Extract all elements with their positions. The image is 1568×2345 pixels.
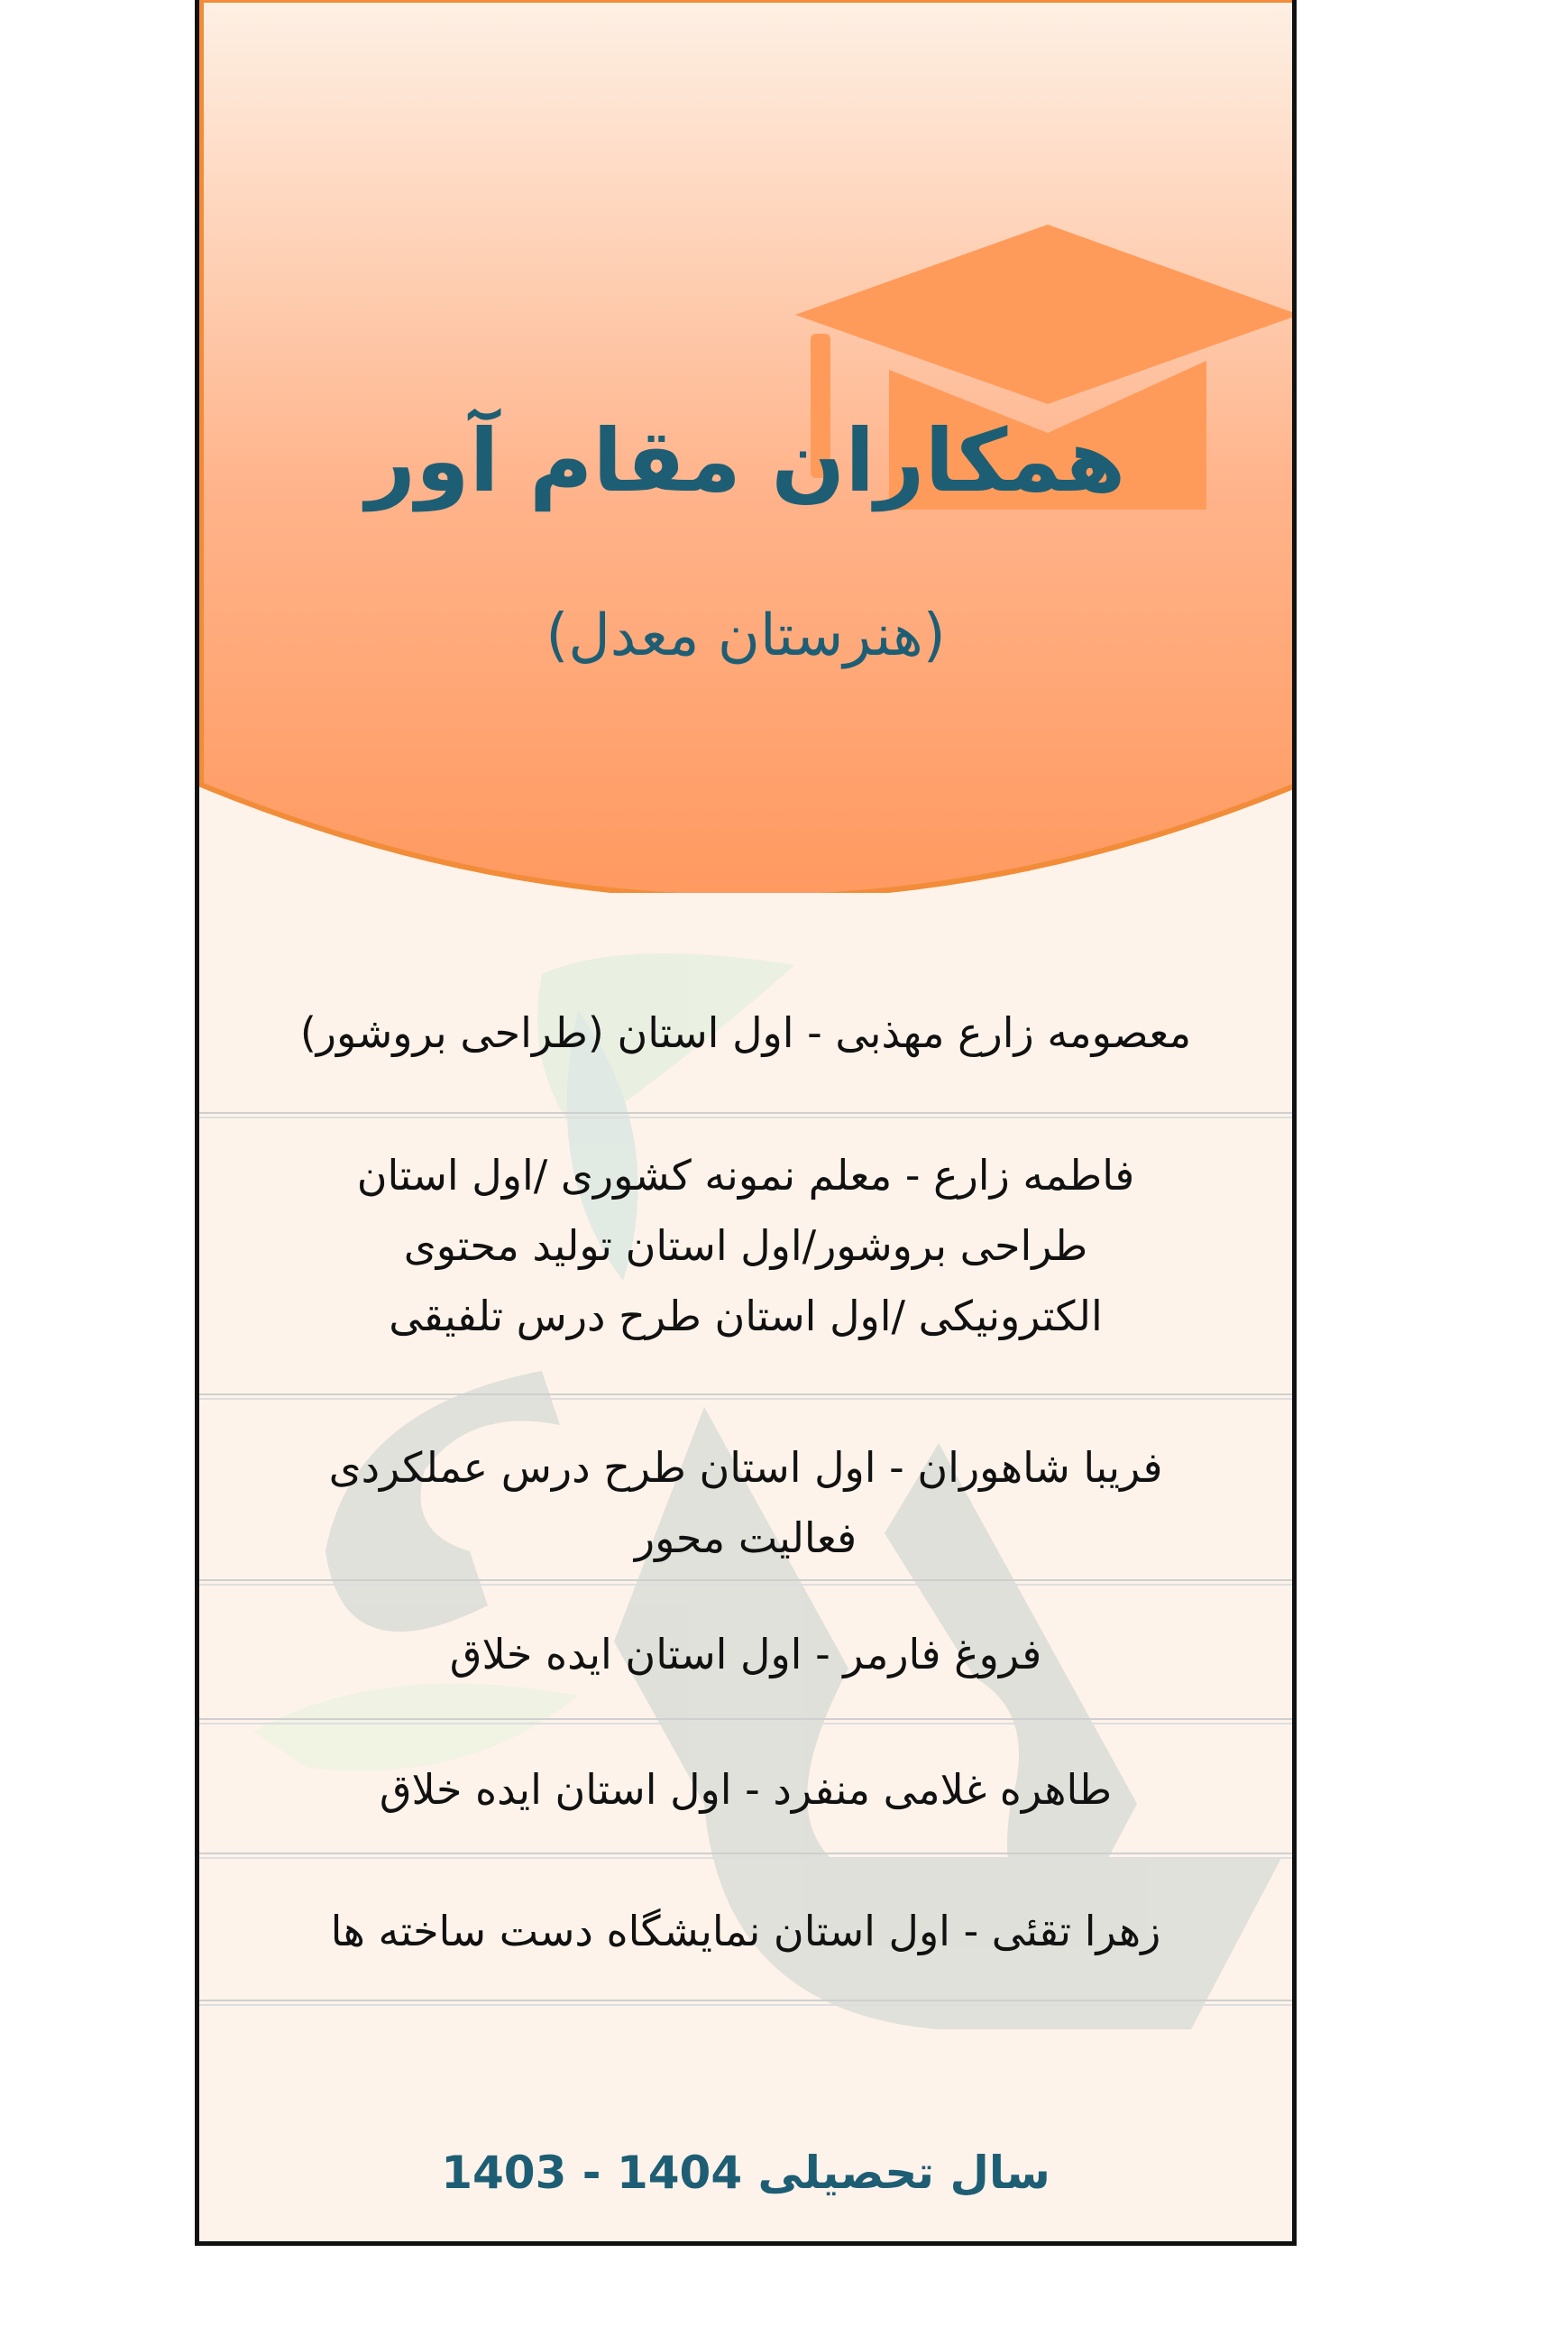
academic-year: سال تحصیلی 1404 - 1403 bbox=[441, 2147, 1050, 2199]
divider bbox=[199, 1393, 1292, 1400]
entry-line: طاهره غلامی منفرد - اول استان ایده خلاق bbox=[379, 1765, 1113, 1814]
header-banner bbox=[199, 0, 1292, 893]
page-subtitle: (هنرستان معدل) bbox=[546, 602, 946, 669]
divider bbox=[199, 1579, 1292, 1586]
poster-card bbox=[195, 0, 1297, 2246]
list-item bbox=[199, 998, 1292, 1068]
list-item bbox=[199, 1140, 1292, 1351]
entry-line: طراحی بروشور/اول استان تولید محتوی bbox=[403, 1221, 1088, 1270]
list-item bbox=[199, 1432, 1292, 1573]
entry-line: فروغ فارمر - اول استان ایده خلاق bbox=[449, 1630, 1042, 1678]
entry-line: زهرا تقئی - اول استان نمایشگاه دست ساخته ها bbox=[330, 1907, 1161, 1955]
entry-line: فعالیت محور bbox=[634, 1513, 857, 1562]
entry-line: فاطمه زارع - معلم نمونه کشوری /اول استان bbox=[356, 1151, 1135, 1200]
divider bbox=[199, 1112, 1292, 1118]
entry-line: فریبا شاهوران - اول استان طرح درس عملکردی bbox=[328, 1443, 1163, 1492]
entry-line: الکترونیکی /اول استان طرح درس تلفیقی bbox=[389, 1292, 1103, 1340]
list-item bbox=[199, 1619, 1292, 1689]
page-title: همکاران مقام آور bbox=[365, 410, 1126, 511]
entry-line: معصومه زارع مهذبی - اول استان (طراحی بروشور) bbox=[299, 1008, 1192, 1057]
list-item bbox=[199, 1754, 1292, 1825]
divider bbox=[199, 1853, 1292, 1859]
divider bbox=[199, 1718, 1292, 1724]
divider bbox=[199, 2000, 1292, 2006]
list-item bbox=[199, 1896, 1292, 1966]
